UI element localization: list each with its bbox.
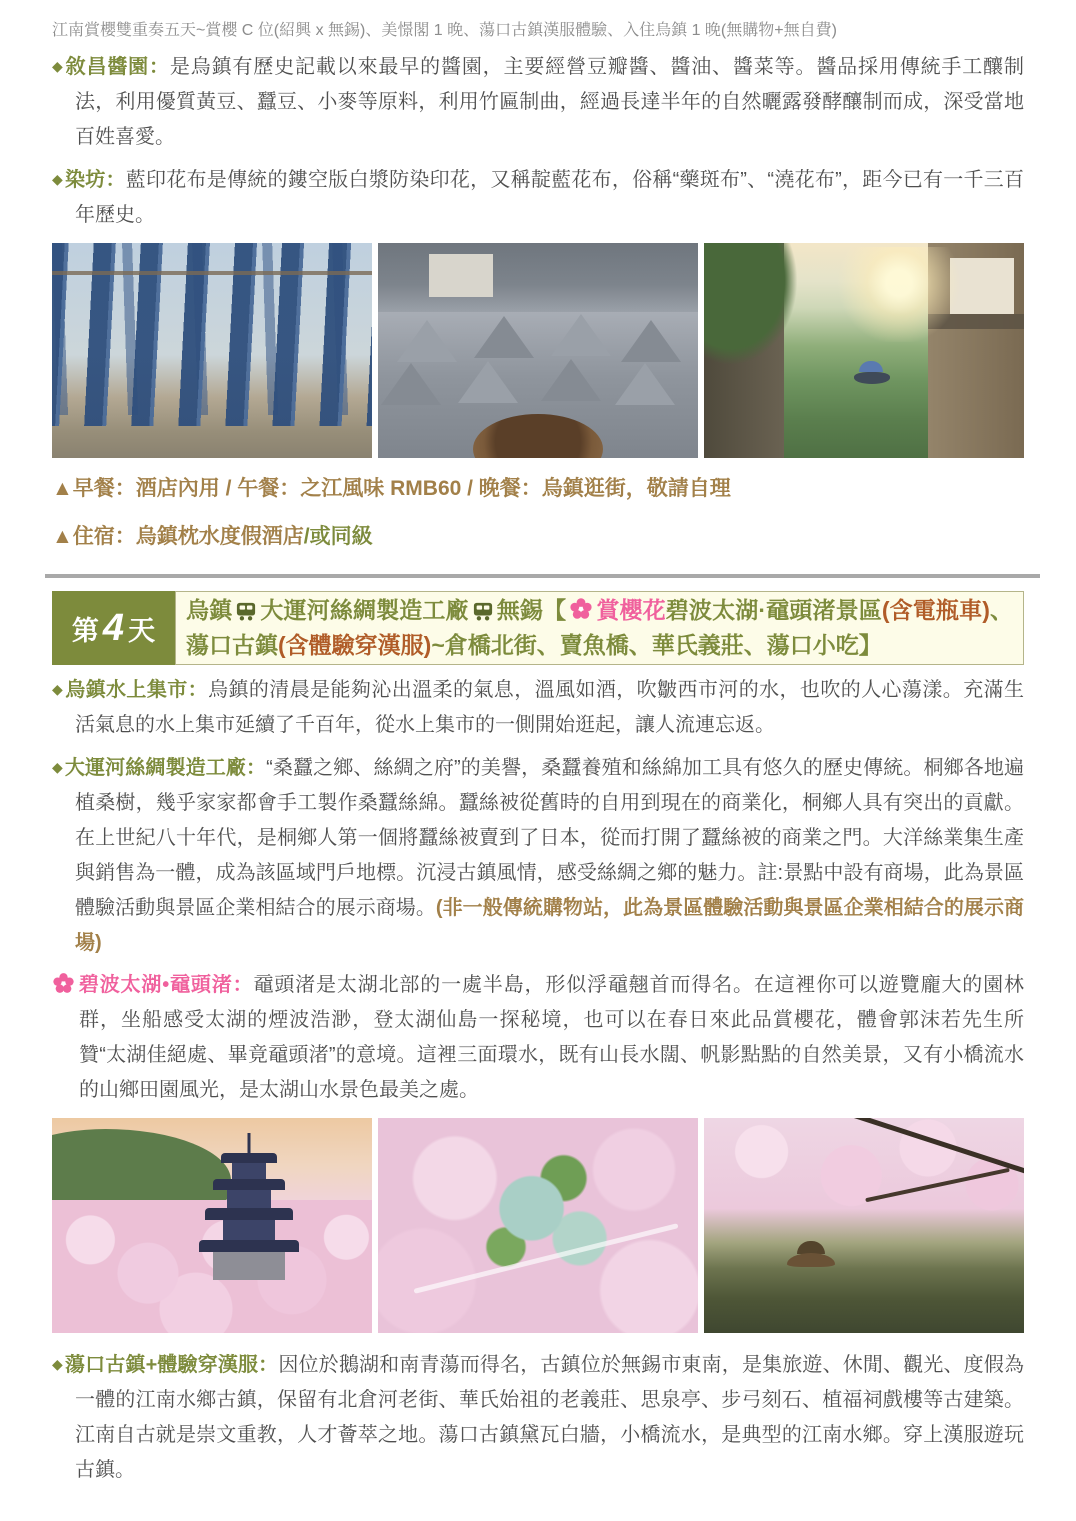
clay-vat xyxy=(473,414,603,458)
park-path xyxy=(413,1223,678,1294)
bus-icon xyxy=(472,601,494,621)
ev-cart-note: (含電瓶車) xyxy=(881,597,990,623)
jar-cone xyxy=(458,361,518,403)
section-divider xyxy=(45,574,1040,578)
canal-boat xyxy=(854,372,890,384)
section-title: 烏鎮水上集市： xyxy=(65,679,209,701)
sakura-highlight: 賞櫻花 xyxy=(596,597,666,623)
sakura-flower-icon xyxy=(569,597,593,621)
pond-boat xyxy=(787,1253,835,1267)
jar-cone xyxy=(621,320,681,362)
hanfu-note: (含體驗穿漢服) xyxy=(278,632,432,658)
section-title: 碧波太湖•黿頭渚： xyxy=(78,974,254,996)
route-stop: 烏鎮 xyxy=(186,597,233,623)
section-title: 敘昌醬園： xyxy=(65,56,170,78)
section-water-market xyxy=(52,672,1024,743)
jar-cone xyxy=(397,320,457,362)
photo-water-town-canal-sunset xyxy=(704,243,1024,458)
route-stop: 碧波太湖·黿頭渚景區 xyxy=(665,597,882,623)
route-stops-tail: ~倉橋北街、賣魚橋、華氏義莊、蕩口小吃】 xyxy=(431,632,882,658)
jar-cone xyxy=(615,363,675,405)
boat-canopy xyxy=(797,1241,825,1254)
drying-pole xyxy=(52,271,372,275)
photo-indigo-dye-workshop xyxy=(52,243,372,458)
diamond-bullet-icon: ◆ xyxy=(52,58,64,74)
section-body: “桑蠶之鄉、絲綢之府”的美譽，桑蠶養殖和絲綿加工具有悠久的歷史傳統。桐鄉各地遍植桑樹，幾乎家家都會手工製作桑蠶絲綿。蠶絲被從舊時的自用到現在的商業化，桐鄉人具有突出的貢獻。在上世紀八十年代，是桐鄉人第一個將蠶絲被賣到了日本，從而打開了蠶絲被的商業之門。大洋絲業集生產與銷售為一體，成為該區域門戶地標。沉浸古鎮風情，感受絲綢之鄉的魅力。註:景點中設有商場，此為景區體驗活動與景區企業相結合的展示商場。 xyxy=(75,757,1024,919)
rooftops xyxy=(378,243,698,312)
diamond-bullet-icon: ◆ xyxy=(52,759,63,775)
section-dangkou-hanfu xyxy=(52,1347,1024,1488)
pagoda-tower xyxy=(199,1133,299,1288)
jar-cone xyxy=(381,363,441,405)
route-stop: 、蕩口古鎮 xyxy=(186,597,1014,658)
jar-cone xyxy=(541,359,601,401)
diamond-bullet-icon: ◆ xyxy=(52,171,64,187)
section-title: 染坊： xyxy=(65,169,126,191)
ivy-wall xyxy=(704,243,800,368)
section-body: 藍印花布是傳統的鏤空版白漿防染印花，又稱靛藍花布，俗稱“藥斑布”、“澆花布”，距今已有一千三百年歷史。 xyxy=(75,169,1025,226)
sakura-flower-icon xyxy=(52,972,75,995)
white-wall xyxy=(429,254,493,297)
route-stop: 無錫【 xyxy=(496,597,567,623)
bus-icon xyxy=(235,601,257,621)
day-4-route-title xyxy=(175,591,1024,665)
section-body: 烏鎮的清晨是能夠沁出溫柔的氣息，溫風如酒，吹皺西市河的水，也吹的人心蕩漾。充滿生活氣息的水上集市延續了千百年，從水上集市的一側開始逛起，讓人流連忘返。 xyxy=(75,679,1025,736)
diamond-bullet-icon: ◆ xyxy=(52,681,64,697)
hotel-or-equivalent: /或同級 xyxy=(303,525,373,548)
day-4-banner xyxy=(52,591,1024,665)
section-title: 大運河絲綢製造工廠： xyxy=(64,757,267,779)
day3-meals: ▲早餐：酒店內用 / 午餐：之江風味 RMB60 / 晚餐：烏鎮逛街，敬請自理 xyxy=(52,477,731,500)
section-body: 因位於鵝湖和南青蕩而得名，古鎮位於無錫市東南，是集旅遊、休閒、觀光、度假為一體的江南水鄉古鎮，保留有北倉河老街、華氏始祖的老義莊、思泉亭、步弓刻石、植福祠戲樓等古建築。江南自古就是崇文重教，人才薈萃之地。蕩口古鎮黛瓦白牆，小橋流水，是典型的江南水鄉。穿上漢服遊玩古鎮。 xyxy=(75,1354,1024,1481)
section-dye-workshop xyxy=(52,162,1024,233)
photo-cherry-blossom-pagoda xyxy=(52,1118,372,1333)
photo-cherry-blossom-pond xyxy=(704,1118,1024,1333)
section-body: 黿頭渚是太湖北部的一處半島，形似浮黿翹首而得名。在這裡你可以遊覽龐大的園林群，坐船感受太湖的煙波浩渺，登太湖仙島一探秘境，也可以在春日來此品賞櫻花，體會郭沫若先生所贊“太湖佳絕處、畢竟黿頭渚”的意境。這裡三面環水，既有山長水闊、帆影點點的自然美景，又有小橋流水的山鄉田園風光，是太湖山水景色最美之處。 xyxy=(79,974,1024,1101)
diamond-bullet-icon: ◆ xyxy=(52,1356,63,1372)
day-label-suffix: 天 xyxy=(128,615,156,646)
tour-title: 江南賞櫻雙重奏五天~賞櫻 C 位(紹興 x 無錫)、美憬閣 1 晚、蕩口古鎮漢服體驗、入住烏鎮 1 晚(無購物+無自費) xyxy=(52,22,837,39)
sunset-glow xyxy=(819,247,979,342)
boat-canopy xyxy=(859,361,883,372)
day3-photo-row xyxy=(52,243,1024,458)
photo-cherry-blossom-park-aerial xyxy=(378,1118,698,1333)
day-number-box xyxy=(52,591,175,665)
section-taihu-yuantouzhu xyxy=(52,968,1024,1108)
day-label-prefix: 第 xyxy=(71,615,99,646)
shopping-disclaimer-note: (非一般傳統購物站，此為景區體驗活動與景區企業相結合的展示商場) xyxy=(75,897,1025,954)
day-number: 4 xyxy=(102,607,125,649)
photo-sauce-garden-clay-jars xyxy=(378,243,698,458)
section-title: 蕩口古鎮+體驗穿漢服： xyxy=(64,1354,279,1376)
route-stop: 大運河絲綢製造工廠 xyxy=(260,597,469,623)
section-xuchang-sauce-garden xyxy=(52,49,1024,155)
jar-cone xyxy=(474,316,534,358)
section-body: 是烏鎮有歷史記載以來最早的醬園，主要經營豆瓣醬、醬油、醬菜等。醬品採用傳統手工釀制法，利用優質黃豆、蠶豆、小麥等原料，利用竹匾制曲，經過長達半年的自然曬露發酵釀制而成，深受當地百姓喜愛。 xyxy=(75,56,1024,148)
section-silk-factory xyxy=(52,750,1024,961)
jar-cone xyxy=(551,314,611,356)
day4-photo-row xyxy=(52,1118,1024,1333)
day3-hotel: ▲住宿：烏鎮枕水度假酒店/或同級 xyxy=(52,525,373,548)
